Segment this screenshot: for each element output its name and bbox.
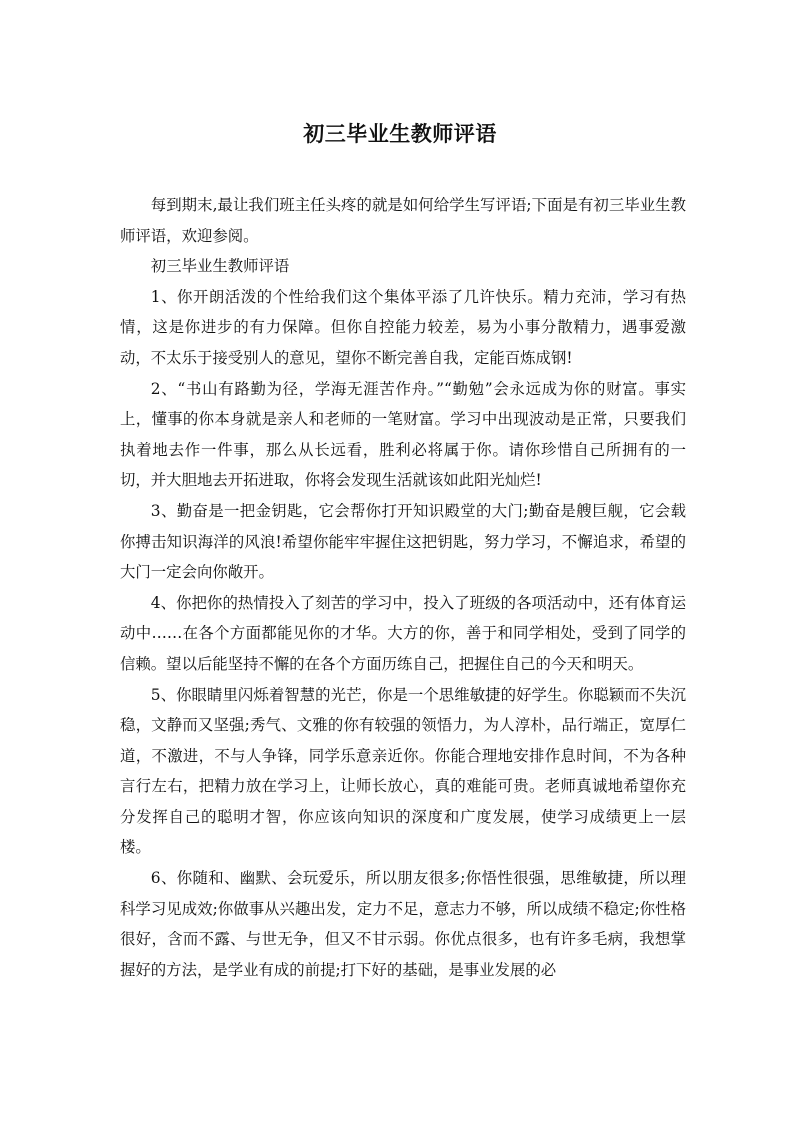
comment-paragraph-6: 6、你随和、幽默、会玩爱乐，所以朋友很多;你悟性很强，思维敏捷，所以理科学习见成效;你做事从兴趣出发，定力不足，意志力不够，所以成绩不稳定;你性格很好，含而不露、与世无争，但又不甘示弱。你优点很多，也有许多毛病，我想掌握好的方法，是学业有成的前提;打下好的基础，是事业发展的必: [120, 869, 686, 979]
section-heading: 初三毕业生教师评语: [150, 257, 290, 276]
comment-paragraph-3: 3、勤奋是一把金钥匙，它会帮你打开知识殿堂的大门;勤奋是艘巨舰，它会载你搏击知识海洋的风浪!希望你能牢牢握住这把钥匙，努力学习，不懈追求，希望的大门一定会向你敞开。: [120, 501, 686, 582]
comment-paragraph-5: 5、你眼睛里闪烁着智慧的光芒，你是一个思维敏捷的好学生。你聪颖而不失沉稳，文静而又坚强;秀气、文雅的你有较强的领悟力，为人淳朴，品行端正，宽厚仁道，不激进，不与人争锋，同学乐意亲近你。你能合理地安排作息时间，不为各种言行左右，把精力放在学习上，让师长放心，真的难能可贵。老师真诚地希望你充分发挥自己的聪明才智，你应该向知识的深度和广度发展，使学习成绩更上一层楼。: [120, 685, 686, 857]
document-title: 初三毕业生教师评语: [303, 122, 497, 146]
comment-paragraph-2: 2、“书山有路勤为径，学海无涯苦作舟。”“勤勉”会永远成为你的财富。事实上，懂事的你本身就是亲人和老师的一笔财富。学习中出现波动是正常，只要我们执着地去作一件事，那么从长远看，胜利必将属于你。请你珍惜自己所拥有的一切，并大胆地去开拓进取，你将会发现生活就该如此阳光灿烂!: [120, 379, 686, 490]
comment-paragraph-4: 4、你把你的热情投入了刻苦的学习中，投入了班级的各项活动中，还有体育运动中……在各个方面都能见你的才华。大方的你，善于和同学相处，受到了同学的信赖。望以后能坚持不懈的在各个方面历练自己，把握住自己的今天和明天。: [120, 593, 686, 673]
intro-paragraph: 每到期末,最让我们班主任头疼的就是如何给学生写评语;下面是有初三毕业生教师评语，欢迎参阅。: [120, 196, 686, 245]
comment-paragraph-1: 1、你开朗活泼的个性给我们这个集体平添了几许快乐。精力充沛，学习有热情，这是你进步的有力保障。但你自控能力较差，易为小事分散精力，遇事爱激动，不太乐于接受别人的意见，望你不断完善自我，定能百炼成钢!: [120, 287, 686, 367]
document-body: [120, 190, 686, 985]
